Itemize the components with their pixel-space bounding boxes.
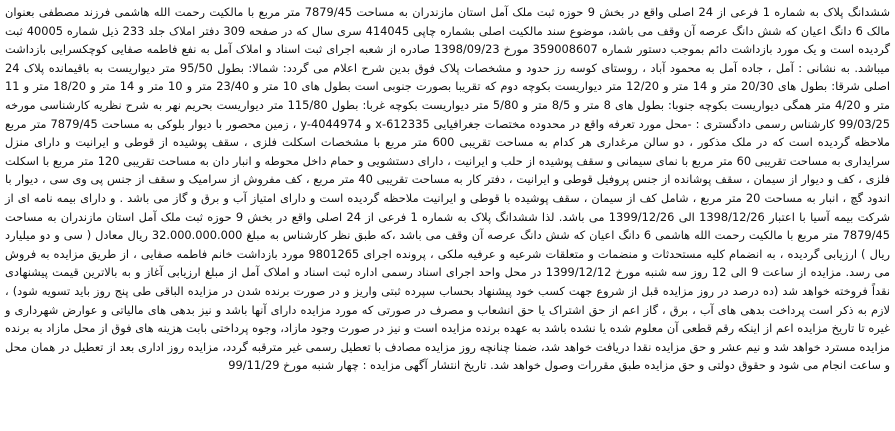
notice-body-text: ششدانگ پلاک به شماره 1 فرعی از 24 اصلی واقع در بخش 9 حوزه ثبت ملک آمل استان مازندران به مساحت 7879/45 متر مربع با مالکیت رحمت الله هاشمی فرزند مصطفی بعنوان مالک 6 دانگ اعیان که شش دانگ عرصه آن وقف می باشد، موضوع سند مالکیت اصلی بشماره چاپی 414045 سری سال که در صفحه 309 دفتر املاک جلد 233 ذیل شماره 40005 ثبت گردیده است و یک مورد بازداشت دائم بموجب دستور شماره 359008607 مورخ 1398/09/23 صادره از شعبه اجرای ثبت اسناد و املاک آمل به نفع فاطمه صفایی کوچکسرایی بازداشت میباشد. به نشانی : آمل ، جاده آمل به محمود آباد ، روستای کوسه رز حدود و مشخصات پلاک فوق بدین شرح اعلام می گردد: شمالا: بطول 95/50 متر دیواریست به باقیمانده پلاک 24 اصلی شرقا: بطول های 20/30 متر و 14 متر و 12/20 متر دیواریست بکوچه دوم که تقریبا بصورت جنوبی است بطول های 10 متر و 23/40 متر و 10 متر و 14 متر و 18/20 متر و 11 متر و 4/20 متر همگی دیواریست بکوچه جنوبا: بطول های 8 متر و 8/5 متر و 5/80 متر دیواریست بکوچه غربا: بطول 115/80 متر دیواریست بحریم نهر به شرح نظریه کارشناسی مورخه 99/03/25 کارشناس رسمی دادگستری : -محل مورد تعرفه واقع در محدوده مختصات جغرافیایی x-612335 و y-4044974 ، زمین محصور با دیوار بلوکی به مساحت 7879/45 متر مربع ملاحظه گردیده است که در ملک مذکور ، دو سالن مرغداری هر کدام به مساحت تقریبی 600 متر مربع با مشخصات اسکلت فلزی ، سقف پوشیده از قوطی و ایرانیت و دارای منزل سرایداری به مساحت تقریبی 60 متر مربع با نمای سیمانی و سقف پوشیده از حلب و ایرانیت ، دارای دستشویی و حمام داخل محوطه و انبار دان به مساحت تقریبی 120 متر مربع با اسکلت فلزی ، کف و دیوار از سیمان ، سقف پوشانده از جنس پروفیل قوطی و ایرانیت ، دفتر کار به مساحت تقریبی 40 متر مربع ، کف مفروش از سرامیک و سقف از جنس پی وی سی ، دیوار با اندود گچ ، انبار به مساحت 20 متر مربع ، شامل کف از سیمان ، سقف پوشیده با قوطی و ایرانیت ملاحظه گردیده است و دارای امتیاز آب و برق و گاز می باشد . و دارای بیمه نامه ای از شرکت بیمه آسیا با اعتبار 1398/12/26 الی 1399/12/26 می باشد. لذا ششدانگ پلاک به شماره 1 فرعی از 24 اصلی واقع در بخش 9 حوزه ثبت ملک آمل استان مازندران به مساحت 7879/45 متر مربع با مالکیت رحمت الله هاشمی 6 دانگ اعیان که شش دانگ عرصه آن وقف می باشد ،که طبق نظر کارشناس به مبلغ 32.000.000.000 ریال معادل ( سی و دو میلیارد ریال ) ارزیابی گردیده ، به انضمام کلیه مستحدثات و منضمات و متعلقات شرعیه و عرفیه ملکی ، پرونده اجرای 9801265 مورد بازداشت خانم فاطمه صفایی ، از طریق مزایده به فروش می رسد. مزایده از ساعت 9 الی 12 روز سه شنبه مورخ 1399/12/12 در محل واحد اجرای اسناد رسمی اداره ثبت اسناد و املاک آمل از مبلغ ارزیابی آغاز و به بالاترین قیمت پیشنهادی نقداً فروخته خواهد شد (ده درصد در روز مزایده قبل از شروع جهت کسب خود پیشنهاد بحساب سپرده ثبتی واریز و در صورت برنده شدن در مزایده الباقی طی پنج روز باید تسویه شود) ، لازم به ذکر است پرداخت بدهی های آب ، برق ، گاز اعم از حق اشتراک یا حق انشعاب و مصرف در صورتی که مورد مزایده دارای آنها باشد و نیز بدهی های مالیاتی و عوارض شهرداری و غیره تا تاریخ مزایده اعم از اینکه رقم قطعی آن معلوم شده یا نشده باشد به عهده برنده مزایده است و نیز در صورت وجود مازاد، وجوه پرداختی بابت هزینه های فوق از محل مازاد به برنده مزایده مسترد خواهد شد و نیم عشر و حق مزایده نقدا دریافت خواهد شد، ضمنا چنانچه روز مزایده مصادف با تعطیل رسمی غیر مترقبه گردد، مزایده روز اداری بعد از تعطیل در همان محل و ساعت انجام می شود و حقوق دولتی و حق مزایده طبق مقررات وصول خواهد شد. تاریخ انتشار آگهی مزایده : چهار شنبه مورخ 99/11/29 — [5, 5, 891, 373]
